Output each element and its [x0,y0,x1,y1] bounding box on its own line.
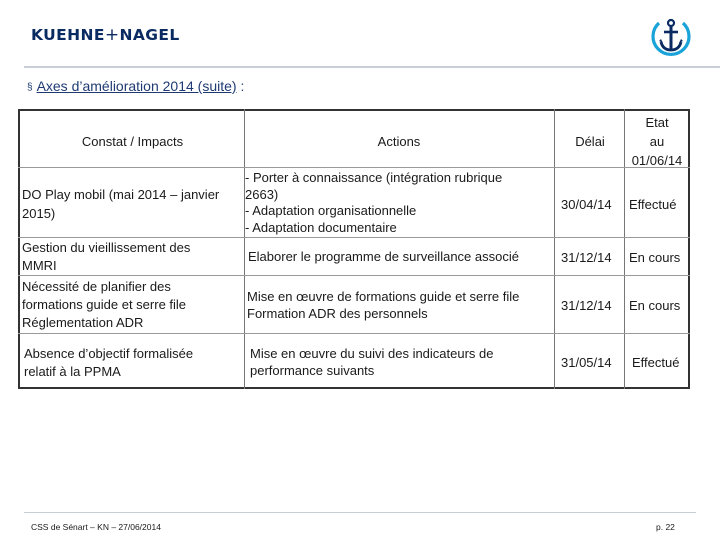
row-divider [18,275,690,276]
table-row-4-constat [24,345,242,381]
constat-line: relatif à la PPMA [24,364,121,379]
column-divider [624,109,625,389]
action-line: Mise en œuvre de formations guide et serre file [247,289,520,304]
table-row-2-delai: 31/12/14 [561,250,612,265]
table-row-2-constat [22,239,242,275]
table-row-3-constat [22,278,242,332]
table-row-1-delai: 30/04/14 [561,197,612,212]
action-line: - Adaptation organisationnelle [245,203,417,218]
action-line: 2663) [245,186,279,202]
header-constat: Constat / Impacts [81,134,184,149]
constat-line: MMRI [22,258,57,273]
bullet-marker: § [27,82,33,93]
action-line: Elaborer le programme de surveillance associé [248,249,519,264]
constat-line: formations guide et serre file [22,297,187,312]
constat-line: 2015) [22,206,56,221]
section-heading [27,78,244,94]
action-line: - Adaptation documentaire [245,219,397,235]
action-line: - Porter à connaissance (intégration rubrique [245,170,503,185]
table-row-3-etat: En cours [629,298,681,313]
header-etat [626,113,688,170]
table-row-2-etat: En cours [629,250,681,265]
header-etat-line3: 01/06/14 [631,153,683,168]
row-divider [18,237,690,238]
table-row-2-actions [248,248,548,265]
action-line: Formation ADR des personnels [247,306,428,321]
table-row-4-delai: 31/05/14 [561,355,612,370]
constat-line: Gestion du vieillissement des [22,240,191,255]
column-divider [244,109,245,389]
table-row-4-etat: Effectué [632,355,680,370]
logo-name-left: KUEHNE [31,26,105,44]
logo-plus: + [104,25,120,45]
footer-divider [24,512,696,513]
footer-source: CSS de Sénart – KN – 27/06/2014 [31,522,161,532]
constat-line: Réglementation ADR [22,315,144,330]
section-title: Axes d’amélioration 2014 (suite) [36,78,237,94]
header-etat-line1: Etat [645,115,669,130]
constat-line: DO Play mobil (mai 2014 – janvier [22,187,220,202]
table-row-1-actions [245,170,550,236]
constat-line: Nécessité de planifier des [22,279,171,294]
section-title-suffix: : [236,78,245,94]
logo-name-right: NAGEL [119,26,180,44]
table-row-3-delai: 31/12/14 [561,298,612,313]
table-row-3-actions [247,288,552,322]
anchor-icon [648,14,694,60]
table-row-1-constat [22,185,247,223]
header-etat-line2: au [649,134,665,149]
action-line: Mise en œuvre du suivi des indicateurs de [250,346,494,361]
column-divider [554,109,555,389]
row-divider [18,167,690,168]
action-line: performance suivants [250,363,375,378]
header-divider [24,66,720,68]
company-logo-text [31,25,180,45]
table-row-1-etat: Effectué [629,197,677,212]
row-divider [18,333,690,334]
page-number: p. 22 [656,522,675,532]
constat-line: Absence d’objectif formalisée [24,346,194,361]
header-delai: Délai [575,134,605,149]
table-row-4-actions [250,345,550,379]
header-actions: Actions [377,134,421,149]
